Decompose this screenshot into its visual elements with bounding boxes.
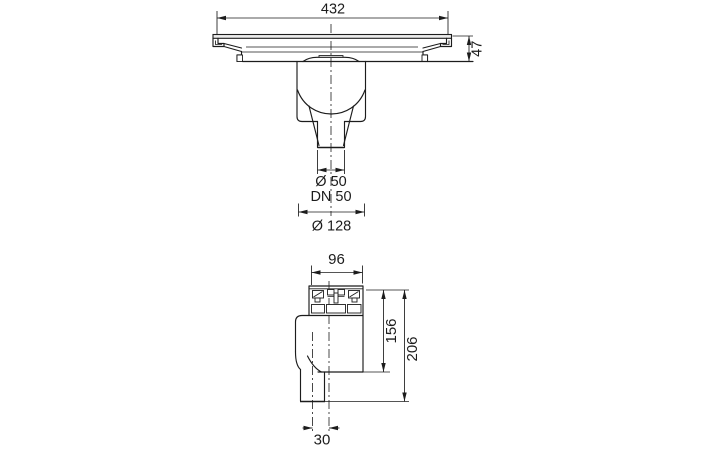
dim-label-height-206: 206: [404, 336, 421, 362]
arrowhead-right: [304, 426, 313, 430]
clamp-detail: [312, 290, 362, 314]
flange-left-clip: [213, 38, 243, 61]
arrowhead-left: [312, 270, 321, 274]
dim-label-outlet-nominal: DN 50: [310, 189, 352, 205]
arrowhead-left: [318, 168, 327, 172]
bend-outer: [296, 352, 301, 370]
arrowhead-up: [381, 290, 385, 299]
dim-47: [453, 36, 486, 62]
dim-206: [402, 290, 421, 402]
dim-96: [312, 251, 363, 285]
press-ring-lines: [242, 47, 474, 62]
arrowhead-right: [336, 168, 345, 172]
dim-156: [381, 290, 400, 372]
side-view: [296, 251, 422, 449]
arrowhead-left: [299, 210, 308, 214]
flange-right-clip: [422, 38, 452, 61]
dim-432: [217, 2, 448, 35]
arrowhead-right: [354, 270, 363, 274]
dim-30: [303, 426, 340, 449]
dim-label-outlet-offset: 30: [313, 431, 331, 449]
arrowhead-right: [356, 210, 365, 214]
dim-label-flange-height: 47: [469, 40, 486, 57]
front-view: [213, 2, 486, 235]
dim-label-height-156: 156: [383, 318, 400, 344]
arrowhead-down: [402, 393, 406, 402]
arrowhead-up: [402, 290, 406, 299]
arrowhead-down: [381, 363, 385, 372]
dim-outlet: [310, 150, 351, 205]
dim-body-diameter: [299, 204, 365, 235]
dim-label-body-diameter: Ø 128: [311, 218, 352, 235]
dim-label-outlet-diameter: Ø 50: [315, 174, 347, 190]
arrowhead-left: [329, 426, 338, 430]
dim-label-flange-width: 432: [320, 1, 346, 18]
arrowhead-left: [217, 16, 226, 20]
flange-plate: [213, 35, 452, 39]
grate-frame: [309, 286, 363, 316]
bend-inner: [308, 356, 322, 372]
arrowhead-right: [439, 16, 448, 20]
dim-label-grate-width: 96: [328, 251, 345, 268]
